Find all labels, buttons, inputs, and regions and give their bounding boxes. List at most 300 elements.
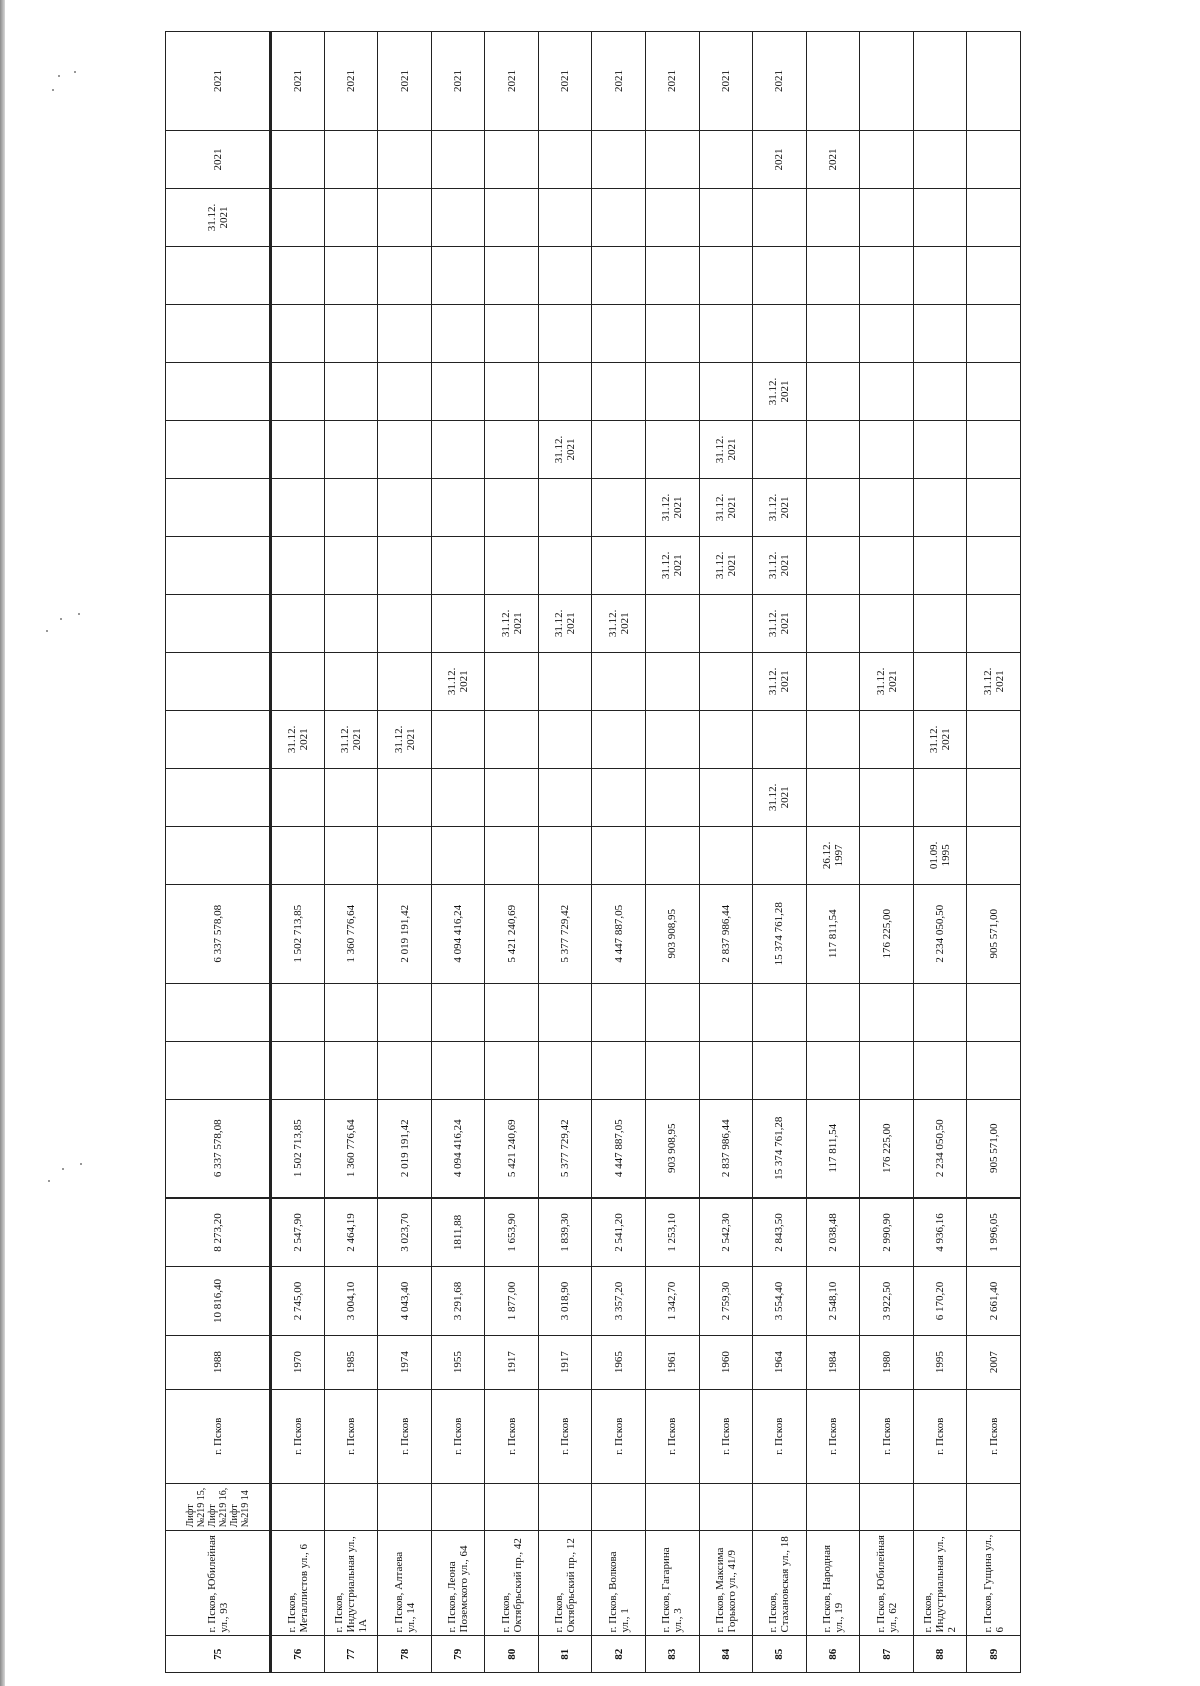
cell-date-j (538, 304, 592, 362)
cell-area-total: 3 922,50 (860, 1267, 914, 1336)
cell-date-g (431, 478, 485, 536)
cell-date-h (378, 420, 432, 478)
cell-year: 1917 (485, 1335, 539, 1389)
scan-speck (62, 1168, 64, 1170)
table-row (967, 32, 1021, 1673)
cell-lift (646, 1484, 700, 1531)
cell-date-b (806, 768, 860, 826)
table-row (806, 32, 860, 1673)
cell-address: г. Псков, Гагарина ул., 3 (646, 1531, 700, 1636)
cell-date-e: 31.12. 2021 (753, 594, 807, 652)
cell-date-a (324, 826, 378, 884)
cell-year-m: 2021 (753, 131, 807, 189)
cell-year: 1974 (378, 1335, 432, 1389)
cell-cost-other: 5 377 729,42 (538, 884, 592, 983)
cell-date-l (378, 189, 432, 247)
cell-lift (913, 1484, 967, 1531)
cell-cost-total: 905 571,00 (967, 1099, 1021, 1198)
cell-area-living: 3 023,70 (378, 1198, 432, 1267)
cell-cost-total: 903 908,95 (646, 1099, 700, 1198)
cell-date-g (967, 478, 1021, 536)
cell-date-b (166, 768, 271, 826)
cell-cost-fund1 (431, 1041, 485, 1099)
cell-date-l (324, 189, 378, 247)
cell-date-e (324, 594, 378, 652)
cell-year: 1965 (592, 1335, 646, 1389)
cell-date-a: 26.12. 1997 (806, 826, 860, 884)
cell-year-m (271, 131, 325, 189)
cell-year: 1964 (753, 1335, 807, 1389)
cell-date-j (913, 304, 967, 362)
cell-date-d (646, 652, 700, 710)
cell-cost-fund1 (753, 1041, 807, 1099)
cell-date-g (538, 478, 592, 536)
cell-num: 88 (913, 1636, 967, 1673)
cell-cost-total: 2 234 050,50 (913, 1099, 967, 1198)
scan-speck (46, 630, 48, 632)
cell-year-m (324, 131, 378, 189)
cell-num: 81 (538, 1636, 592, 1673)
cell-year-m (913, 131, 967, 189)
cell-date-c (431, 710, 485, 768)
cell-lift (271, 1484, 325, 1531)
cell-date-b (913, 768, 967, 826)
cell-date-h (166, 420, 271, 478)
cell-date-e: 31.12. 2021 (485, 594, 539, 652)
cell-area-living: 2 990,90 (860, 1198, 914, 1267)
cell-date-j (806, 304, 860, 362)
cell-date-i (699, 362, 753, 420)
cell-date-j (485, 304, 539, 362)
cell-date-f (431, 536, 485, 594)
cell-year-n: 2021 (699, 32, 753, 131)
cell-date-g (860, 478, 914, 536)
cell-date-k (699, 247, 753, 305)
cell-num: 78 (378, 1636, 432, 1673)
cell-date-d (271, 652, 325, 710)
cell-area-living: 1 996,05 (967, 1198, 1021, 1267)
cell-area-total: 3 004,10 (324, 1267, 378, 1336)
cell-date-k (431, 247, 485, 305)
cell-area-total: 3 357,20 (592, 1267, 646, 1336)
cell-date-l (806, 189, 860, 247)
cell-date-c (646, 710, 700, 768)
cell-date-e (699, 594, 753, 652)
cell-date-k (913, 247, 967, 305)
cell-area-living: 1 653,90 (485, 1198, 539, 1267)
cell-cost-other: 905 571,00 (967, 884, 1021, 983)
cell-year-n (913, 32, 967, 131)
cell-lift (378, 1484, 432, 1531)
cell-area-living: 1 839,30 (538, 1198, 592, 1267)
cell-year: 1961 (646, 1335, 700, 1389)
cell-cost-fund1 (860, 1041, 914, 1099)
cell-cost-other: 2 837 986,44 (699, 884, 753, 983)
cell-date-e (378, 594, 432, 652)
cell-cost-total: 176 225,00 (860, 1099, 914, 1198)
cell-date-a (646, 826, 700, 884)
cell-cost-total: 4 094 416,24 (431, 1099, 485, 1198)
cell-cost-total: 4 447 887,05 (592, 1099, 646, 1198)
cell-area-total: 4 043,40 (378, 1267, 432, 1336)
table-row (166, 32, 271, 1673)
cell-date-l: 31.12. 2021 (166, 189, 271, 247)
cell-city: г. Псков (646, 1389, 700, 1484)
cell-area-total: 2 661,40 (967, 1267, 1021, 1336)
cell-date-g (806, 478, 860, 536)
cell-date-l (967, 189, 1021, 247)
cell-date-h (271, 420, 325, 478)
cell-cost-fund1 (806, 1041, 860, 1099)
cell-date-j (860, 304, 914, 362)
cell-date-c: 31.12. 2021 (271, 710, 325, 768)
cell-date-l (592, 189, 646, 247)
cell-date-k (806, 247, 860, 305)
cell-date-j (646, 304, 700, 362)
cell-date-d (324, 652, 378, 710)
cell-date-d (166, 652, 271, 710)
table-row (378, 32, 432, 1673)
cell-num: 80 (485, 1636, 539, 1673)
cell-date-a (860, 826, 914, 884)
cell-cost-total: 5 377 729,42 (538, 1099, 592, 1198)
cell-date-h (646, 420, 700, 478)
cell-cost-other: 4 094 416,24 (431, 884, 485, 983)
cell-year-n: 2021 (592, 32, 646, 131)
cell-cost-other: 1 360 776,64 (324, 884, 378, 983)
cell-address: г. Псков, Металлистов ул., 6 (271, 1531, 325, 1636)
cell-cost-total: 15 374 761,28 (753, 1099, 807, 1198)
cell-date-b (378, 768, 432, 826)
cell-date-f (538, 536, 592, 594)
cell-city: г. Псков (806, 1389, 860, 1484)
cell-date-e (860, 594, 914, 652)
cell-date-c (538, 710, 592, 768)
cell-year: 1984 (806, 1335, 860, 1389)
cell-address: г. Псков, Гущина ул., 6 (967, 1531, 1021, 1636)
cell-cost-total: 1 502 713,85 (271, 1099, 325, 1198)
cell-date-d (592, 652, 646, 710)
cell-date-i (913, 362, 967, 420)
cell-city: г. Псков (860, 1389, 914, 1484)
cell-date-g (485, 478, 539, 536)
cell-date-i (967, 362, 1021, 420)
table-row (592, 32, 646, 1673)
cell-cost-fund2 (592, 983, 646, 1041)
cell-area-living: 2 541,20 (592, 1198, 646, 1267)
table-body (166, 32, 1021, 1673)
cell-city: г. Псков (485, 1389, 539, 1484)
table-row (271, 32, 325, 1673)
cell-date-e (431, 594, 485, 652)
cell-date-f (485, 536, 539, 594)
cell-date-h (324, 420, 378, 478)
rotated-document-page (165, 31, 1021, 1673)
scan-speck (58, 75, 60, 77)
cell-cost-fund1 (967, 1041, 1021, 1099)
cell-date-b (860, 768, 914, 826)
cell-area-total: 2 759,30 (699, 1267, 753, 1336)
cell-date-h (592, 420, 646, 478)
cell-cost-fund2 (324, 983, 378, 1041)
cell-date-i (378, 362, 432, 420)
cell-date-f (592, 536, 646, 594)
table-row (860, 32, 914, 1673)
cell-date-j (378, 304, 432, 362)
cell-cost-other: 2 234 050,50 (913, 884, 967, 983)
cell-date-c (860, 710, 914, 768)
cell-date-a (485, 826, 539, 884)
cell-cost-fund2 (271, 983, 325, 1041)
cell-lift (699, 1484, 753, 1531)
cell-date-h (485, 420, 539, 478)
cell-city: г. Псков (753, 1389, 807, 1484)
cell-area-total: 3 554,40 (753, 1267, 807, 1336)
cell-cost-fund1 (913, 1041, 967, 1099)
cell-date-i (324, 362, 378, 420)
cell-cost-fund1 (271, 1041, 325, 1099)
cell-date-c: 31.12. 2021 (324, 710, 378, 768)
cell-year-m (485, 131, 539, 189)
cell-year-n (806, 32, 860, 131)
cell-year-n: 2021 (646, 32, 700, 131)
table-row (646, 32, 700, 1673)
cell-date-b (324, 768, 378, 826)
cell-date-g (166, 478, 271, 536)
cell-cost-fund2 (913, 983, 967, 1041)
cell-date-a (967, 826, 1021, 884)
cell-year: 1995 (913, 1335, 967, 1389)
scan-speck (48, 1180, 50, 1182)
cell-date-i (166, 362, 271, 420)
cell-year-n: 2021 (324, 32, 378, 131)
cell-cost-total: 6 337 578,08 (166, 1099, 271, 1198)
cell-year-n: 2021 (431, 32, 485, 131)
cell-cost-total: 1 360 776,64 (324, 1099, 378, 1198)
cell-area-living: 2 464,19 (324, 1198, 378, 1267)
cell-date-h (913, 420, 967, 478)
cell-date-j (753, 304, 807, 362)
cell-date-f (378, 536, 432, 594)
cell-date-k (967, 247, 1021, 305)
cell-city: г. Псков (538, 1389, 592, 1484)
cell-area-living: 8 273,20 (166, 1198, 271, 1267)
cell-year-m (431, 131, 485, 189)
cell-cost-fund2 (753, 983, 807, 1041)
cell-date-f: 31.12. 2021 (646, 536, 700, 594)
cell-date-h (967, 420, 1021, 478)
cell-date-g (378, 478, 432, 536)
cell-date-l (431, 189, 485, 247)
cell-date-i (538, 362, 592, 420)
cell-date-k (485, 247, 539, 305)
cell-year-n: 2021 (538, 32, 592, 131)
cell-area-total: 2 548,10 (806, 1267, 860, 1336)
cell-cost-fund1 (699, 1041, 753, 1099)
cell-cost-fund2 (378, 983, 432, 1041)
cell-year-m (378, 131, 432, 189)
scan-edge (0, 0, 5, 1686)
cell-date-a (699, 826, 753, 884)
cell-date-f: 31.12. 2021 (699, 536, 753, 594)
cell-date-c (485, 710, 539, 768)
cell-num: 75 (166, 1636, 271, 1673)
cell-date-k (646, 247, 700, 305)
cell-num: 87 (860, 1636, 914, 1673)
cell-year: 1955 (431, 1335, 485, 1389)
cell-year-n (967, 32, 1021, 131)
cell-date-c (592, 710, 646, 768)
cell-area-living: 2 547,90 (271, 1198, 325, 1267)
cell-area-total: 10 816,40 (166, 1267, 271, 1336)
cell-cost-other: 176 225,00 (860, 884, 914, 983)
cell-date-l (753, 189, 807, 247)
cell-cost-fund2 (806, 983, 860, 1041)
cell-date-i (646, 362, 700, 420)
table-row (753, 32, 807, 1673)
cell-area-living: 2 843,50 (753, 1198, 807, 1267)
cell-date-b (431, 768, 485, 826)
cell-date-f (271, 536, 325, 594)
cell-cost-other: 15 374 761,28 (753, 884, 807, 983)
cell-lift (324, 1484, 378, 1531)
cell-city: г. Псков (967, 1389, 1021, 1484)
cell-date-e (271, 594, 325, 652)
scan-speck (60, 618, 62, 620)
cell-lift (485, 1484, 539, 1531)
cell-date-l (538, 189, 592, 247)
cell-address: г. Псков, Народная ул., 19 (806, 1531, 860, 1636)
cell-cost-total: 2 837 986,44 (699, 1099, 753, 1198)
cell-address: г. Псков, Юбилейная ул., 62 (860, 1531, 914, 1636)
cell-cost-fund2 (485, 983, 539, 1041)
cell-area-living: 1 253,10 (646, 1198, 700, 1267)
cell-date-c: 31.12. 2021 (378, 710, 432, 768)
cell-address: г. Псков, Алтаева ул., 14 (378, 1531, 432, 1636)
cell-date-f (324, 536, 378, 594)
cell-cost-other: 903 908,95 (646, 884, 700, 983)
cell-year: 1917 (538, 1335, 592, 1389)
cell-date-k (166, 247, 271, 305)
cell-date-a: 01.09. 1995 (913, 826, 967, 884)
cell-cost-fund1 (378, 1041, 432, 1099)
cell-date-d (378, 652, 432, 710)
scan-speck (80, 1163, 82, 1165)
cell-date-j (324, 304, 378, 362)
cell-date-k (860, 247, 914, 305)
cell-date-e: 31.12. 2021 (592, 594, 646, 652)
cell-lift (592, 1484, 646, 1531)
cell-date-c: 31.12. 2021 (913, 710, 967, 768)
cell-year: 1960 (699, 1335, 753, 1389)
cell-date-b (699, 768, 753, 826)
cell-date-g: 31.12. 2021 (646, 478, 700, 536)
cell-date-e: 31.12. 2021 (538, 594, 592, 652)
cell-address: г. Псков, Октябрьский пр., 42 (485, 1531, 539, 1636)
cell-address: г. Псков, Индустриальная ул., 2 (913, 1531, 967, 1636)
cell-year-n (860, 32, 914, 131)
cell-area-total: 3 018,90 (538, 1267, 592, 1336)
cell-date-f (913, 536, 967, 594)
cell-date-b (271, 768, 325, 826)
cell-date-g (271, 478, 325, 536)
capital-repair-table (165, 31, 1021, 1673)
cell-cost-fund1 (646, 1041, 700, 1099)
cell-date-d (485, 652, 539, 710)
cell-year-m (699, 131, 753, 189)
cell-cost-other: 2 019 191,42 (378, 884, 432, 983)
cell-cost-total: 117 811,54 (806, 1099, 860, 1198)
cell-date-f (860, 536, 914, 594)
cell-area-total: 1 877,00 (485, 1267, 539, 1336)
scan-speck (52, 89, 54, 91)
cell-area-living: 1811,88 (431, 1198, 485, 1267)
cell-cost-total: 2 019 191,42 (378, 1099, 432, 1198)
table-row (699, 32, 753, 1673)
cell-date-c (166, 710, 271, 768)
cell-date-h: 31.12. 2021 (538, 420, 592, 478)
cell-date-a (271, 826, 325, 884)
cell-date-j (699, 304, 753, 362)
cell-date-e (913, 594, 967, 652)
cell-date-c (699, 710, 753, 768)
cell-date-b (646, 768, 700, 826)
cell-num: 85 (753, 1636, 807, 1673)
cell-date-a (166, 826, 271, 884)
cell-num: 84 (699, 1636, 753, 1673)
cell-city: г. Псков (378, 1389, 432, 1484)
cell-date-h (753, 420, 807, 478)
cell-date-b: 31.12. 2021 (753, 768, 807, 826)
cell-city: г. Псков (431, 1389, 485, 1484)
table-row (324, 32, 378, 1673)
cell-city: г. Псков (324, 1389, 378, 1484)
cell-year: 1988 (166, 1335, 271, 1389)
cell-cost-fund2 (538, 983, 592, 1041)
cell-num: 89 (967, 1636, 1021, 1673)
cell-city: г. Псков (271, 1389, 325, 1484)
cell-area-living: 2 038,48 (806, 1198, 860, 1267)
cell-date-d: 31.12. 2021 (860, 652, 914, 710)
cell-date-g: 31.12. 2021 (753, 478, 807, 536)
cell-date-g (592, 478, 646, 536)
cell-year: 1980 (860, 1335, 914, 1389)
cell-address: г. Псков, Волкова ул., 1 (592, 1531, 646, 1636)
cell-year-m: 2021 (806, 131, 860, 189)
cell-date-e (967, 594, 1021, 652)
scan-speck (78, 613, 80, 615)
cell-date-j (592, 304, 646, 362)
cell-date-b (538, 768, 592, 826)
cell-date-c (806, 710, 860, 768)
table-row (485, 32, 539, 1673)
cell-lift (538, 1484, 592, 1531)
cell-date-a (592, 826, 646, 884)
cell-year: 1985 (324, 1335, 378, 1389)
cell-address: г. Псков, Стахановская ул., 18 (753, 1531, 807, 1636)
cell-num: 77 (324, 1636, 378, 1673)
cell-date-d (806, 652, 860, 710)
table-row (431, 32, 485, 1673)
cell-num: 79 (431, 1636, 485, 1673)
cell-cost-other: 117 811,54 (806, 884, 860, 983)
cell-date-c (753, 710, 807, 768)
cell-lift: Лифт №219 15, Лифт №219 16, Лифт №219 14 (166, 1484, 271, 1531)
cell-date-j (166, 304, 271, 362)
cell-cost-fund2 (646, 983, 700, 1041)
cell-date-l (913, 189, 967, 247)
cell-area-living: 4 936,16 (913, 1198, 967, 1267)
